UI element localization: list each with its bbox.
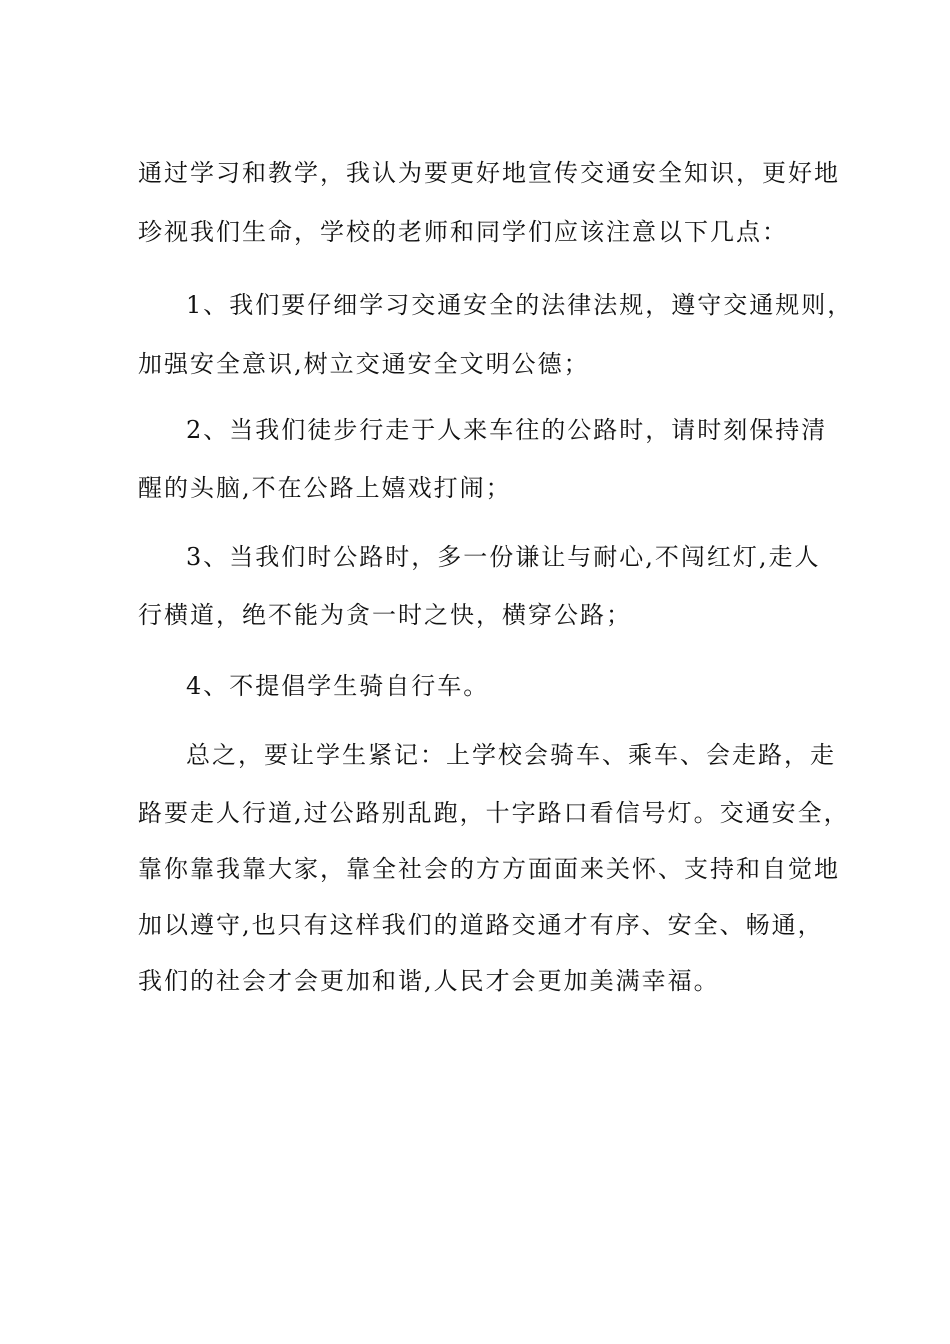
- summary-line-2: 路要走人行道,过公路别乱跑，十字路口看信号灯。交通安全，: [138, 799, 850, 827]
- paragraph-1-line-1: 通过学习和教学，我认为要更好地宣传交通安全知识，更好地: [138, 159, 840, 187]
- item-3-line-1: 3、当我们时公路时，多一份谦让与耐心,不闯红灯,走人: [186, 543, 821, 571]
- summary-line-4: 加以遵守,也只有这样我们的道路交通才有序、安全、畅通，: [138, 911, 824, 939]
- item-2-line-2: 醒的头脑,不在公路上嬉戏打闹；: [138, 474, 512, 502]
- item-1-line-2: 加强安全意识,树立交通安全文明公德；: [138, 350, 590, 378]
- summary-line-1: 总之，要让学生紧记：上学校会骑车、乘车、会走路，走: [186, 741, 836, 769]
- summary-line-5: 我们的社会才会更加和谐,人民才会更加美满幸福。: [138, 967, 720, 995]
- summary-line-3: 靠你靠我靠大家，靠全社会的方方面面来关怀、支持和自觉地: [138, 855, 840, 883]
- item-4-line-1: 4、不提倡学生骑自行车。: [186, 672, 490, 700]
- paragraph-1-line-2: 珍视我们生命，学校的老师和同学们应该注意以下几点：: [138, 218, 788, 246]
- item-2-line-1: 2、当我们徒步行走于人来车往的公路时，请时刻保持清: [186, 416, 828, 444]
- item-3-line-2: 行横道，绝不能为贪一时之快，横穿公路；: [138, 601, 632, 629]
- item-1-line-1: 1、我们要仔细学习交通安全的法律法规，遵守交通规则，: [186, 291, 854, 319]
